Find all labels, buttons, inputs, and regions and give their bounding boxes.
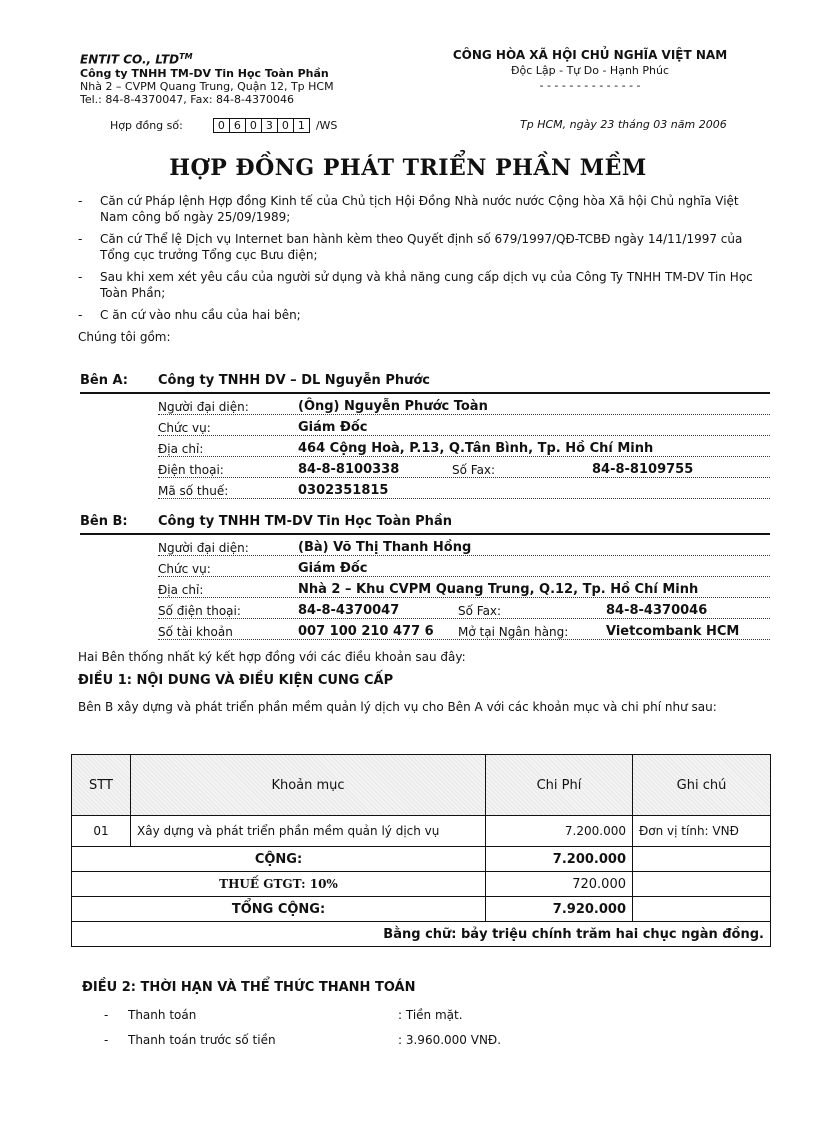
party-a-phone-row: Điện thoại: 84-8-8100338 Số Fax: 84-8-8109755 [158, 457, 770, 478]
company-phone-fax: Tel.: 84-8-4370047, Fax: 84-8-4370046 [80, 92, 294, 106]
bullet-dash: - [78, 308, 83, 322]
party-b-account-row: Số tài khoản 007 100 210 477 6 Mở tại Ngân hàng: Vietcombank HCM [158, 619, 770, 640]
party-b-label: Bên B: [80, 514, 128, 529]
payment-item: - Thanh toán : Tiền mặt. [104, 1008, 463, 1022]
motto-underline: - - - - - - - - - - - - - - [539, 79, 641, 92]
basis-item: - C ăn cứ vào nhu cầu của hai bên; [78, 308, 301, 322]
payment-item: - Thanh toán trước số tiền : 3.960.000 VNĐ. [104, 1033, 502, 1047]
national-header [440, 48, 740, 93]
party-a-address-row: Địa chỉ: 464 Cộng Hoà, P.13, Q.Tân Bình, Tp. Hồ Chí Minh [158, 436, 770, 457]
col-cost: Chi Phí [486, 755, 633, 816]
party-b [80, 514, 770, 640]
contract-digit: 1 [297, 119, 305, 132]
trademark: TM [179, 52, 193, 61]
article-1-title: ĐIỀU 1: NỘI DUNG VÀ ĐIỀU KIỆN CUNG CẤP [78, 673, 394, 688]
words-row: Bằng chữ: bảy triệu chính trăm hai chục ngàn đồng. [72, 922, 771, 947]
document-title: HỢP ĐỒNG PHÁT TRIỂN PHẦN MỀM [169, 155, 647, 181]
contract-digit: 3 [262, 119, 278, 132]
nation-title: CÔNG HÒA XÃ HỘI CHỦ NGHĨA VIỆT NAM [452, 48, 728, 62]
cost-table [71, 754, 771, 947]
nation-motto: Độc Lập - Tự Do - Hạnh Phúc [510, 64, 670, 77]
party-a-rep-row: Người đại diện: (Ông) Nguyễn Phước Toàn [158, 394, 770, 415]
contract-number [80, 118, 337, 133]
contract-digit: 0 [214, 119, 230, 132]
table-header-row [72, 755, 771, 816]
party-b-phone-row: Số điện thoại: 84-8-4370047 Số Fax: 84-8-4370046 [158, 598, 770, 619]
basis-item: - Căn cứ Pháp lệnh Hợp đồng Kinh tế của Chủ tịch Hội Đồng Nhà nước nước Cộng hòa Xã hội Chủ nghĩa Việt Nam công bố ngày 25/09/1989; [78, 194, 739, 224]
party-b-address-row: Địa chỉ: Nhà 2 – Khu CVPM Quang Trung, Q.12, Tp. Hồ Chí Minh [158, 577, 770, 598]
col-item: Khoản mục [131, 755, 486, 816]
contract-digit: 0 [246, 119, 262, 132]
col-stt: STT [72, 755, 131, 816]
company-address: Nhà 2 – CVPM Quang Trung, Quận 12, Tp HCM [80, 79, 334, 93]
bullet-dash: - [78, 232, 83, 246]
we-are-label: Chúng tôi gồm: [78, 330, 171, 344]
article-2-title: ĐIỀU 2: THỜI HẠN VÀ THỂ THỨC THANH TOÁN [82, 980, 416, 995]
bullet-dash: - [104, 1033, 109, 1047]
contract-digit-boxes [213, 118, 310, 133]
party-a-position-row: Chức vụ: Giám Đốc [158, 415, 770, 436]
party-a-name: Công ty TNHH DV – DL Nguyễn Phước [158, 373, 430, 388]
party-a-tax-row: Mã số thuế: 0302351815 [158, 478, 770, 499]
basis-item: - Căn cứ Thể lệ Dịch vụ Internet ban hành kèm theo Quyết định số 679/1997/QĐ-TCBĐ ngày 14/11/1997 của Tổng cục trưởng Tổng cục Bưu điện; [78, 232, 743, 262]
party-b-name: Công ty TNHH TM-DV Tin Học Toàn Phần [158, 514, 452, 529]
vat-row: THUẾ GTGT: 10% 720.000 [72, 872, 771, 897]
party-b-rep-row: Người đại diện: (Bà) Võ Thị Thanh Hồng [158, 535, 770, 556]
bullet-dash: - [104, 1008, 109, 1022]
company-block [80, 50, 334, 106]
bullet-dash: - [78, 194, 83, 208]
party-a-label: Bên A: [80, 373, 129, 388]
contract-digit: 6 [230, 119, 246, 132]
contract-digit: 0 [278, 119, 294, 132]
table-row: 01 Xây dựng và phát triển phần mềm quản lý dịch vụ 7.200.000 Đơn vị tính: VNĐ [72, 816, 771, 847]
bullet-dash: - [78, 270, 83, 284]
legal-basis-list [78, 193, 768, 345]
party-b-position-row: Chức vụ: Giám Đốc [158, 556, 770, 577]
party-a [80, 373, 770, 499]
sum-row: CỘNG: 7.200.000 [72, 847, 771, 872]
contract-suffix: /WS [315, 119, 338, 132]
basis-item: - Sau khi xem xét yêu cầu của người sử dụng và khả năng cung cấp dịch vụ của Công Ty TNHH TM-DV Tin Học Toàn Phần; [78, 270, 753, 300]
contract-no-label: Hợp đồng số: [110, 119, 183, 132]
total-row: TỔNG CỘNG: 7.920.000 [72, 897, 771, 922]
agreement-text: Hai Bên thống nhất ký kết hợp đồng với các điều khoản sau đây: [78, 650, 466, 664]
col-note: Ghi chú [633, 755, 771, 816]
date-line: Tp HCM, ngày 23 tháng 03 năm 2006 [520, 118, 727, 131]
company-name: ENTIT CO., LTD [80, 52, 180, 67]
company-full-name: Công ty TNHH TM-DV Tin Học Toàn Phần [80, 66, 329, 80]
article-1-text: Bên B xây dựng và phát triển phần mềm quản lý dịch vụ cho Bên A với các khoản mục và chi phí như sau: [78, 700, 717, 714]
